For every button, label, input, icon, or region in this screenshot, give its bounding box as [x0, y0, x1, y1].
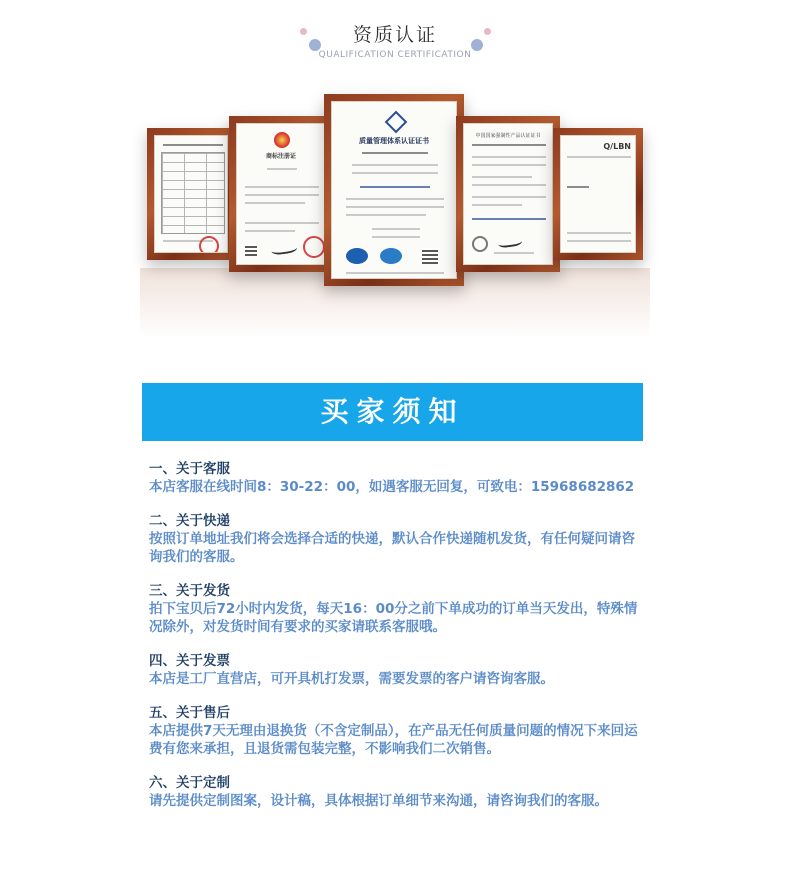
buyer-notice-title: 买家须知 [320, 395, 465, 428]
qualification-subtitle: QUALIFICATION CERTIFICATION [318, 50, 472, 60]
notice-section-customer-service [149, 461, 639, 496]
cnas-badge-icon [380, 248, 402, 264]
section-body: 本店客服在线时间8：30-22：00，如遇客服无回复，可致电：15968682862 [149, 479, 635, 495]
certification-logo-icon [385, 111, 408, 134]
red-seal-icon [303, 236, 325, 258]
notice-section-customization [149, 775, 639, 810]
qualification-header [0, 0, 790, 80]
certificate-paper [236, 123, 326, 265]
certificate-paper [560, 135, 636, 253]
national-emblem-icon [274, 132, 290, 148]
ccc-mark-icon [472, 236, 488, 252]
qr-code-icon [422, 248, 438, 264]
section-body: 本店是工厂直营店，可开具机打发票，需要发票的客户请咨询客服。 [149, 671, 554, 687]
section-title: 五、关于售后 [149, 705, 230, 721]
signature-icon [270, 240, 297, 256]
certificate-frame-ccc [456, 116, 560, 272]
notice-section-express [149, 513, 639, 566]
section-body: 请先提供定制图案，设计稿，具体根据订单细节来沟通，请咨询我们的客服。 [149, 793, 608, 809]
section-title: 三、关于发货 [149, 583, 230, 599]
certificate-heading: 中国国家强制性产品认证证书 [475, 133, 541, 139]
qualification-title: 资质认证 [352, 24, 437, 46]
section-body: 本店提供7天无理由退换货（不含定制品），在产品无任何质量问题的情况下来回运费有您来承担，且退货需包装完整，不影响我们二次销售。 [149, 723, 638, 757]
section-body: 拍下宝贝后72小时内发货，每天16：00分之前下单成功的订单当天发出，特殊情况除外，对发货时间有要求的买家请联系客服哦。 [149, 601, 638, 635]
section-title: 二、关于快递 [149, 513, 230, 529]
certificate-paper [331, 101, 457, 279]
certificate-frame-far-left [147, 128, 235, 260]
qr-code-icon [245, 244, 257, 256]
section-title: 一、关于客服 [149, 461, 230, 477]
notice-section-after-sales [149, 705, 639, 758]
red-seal-icon [199, 236, 219, 253]
signature-icon [497, 234, 522, 248]
section-title: 四、关于发票 [149, 653, 230, 669]
buyer-notice-banner [142, 383, 643, 441]
certificate-frame-far-right [553, 128, 643, 260]
section-body: 按照订单地址我们将会选择合适的快递，默认合作快递随机发货，有任何疑问请咨询我们的客服。 [149, 531, 635, 565]
iaf-badge-icon [346, 248, 368, 264]
certificate-heading: 质量管理体系认证证书 [359, 137, 429, 145]
notice-section-shipping [149, 583, 639, 636]
certificate-frame-quality [324, 94, 464, 286]
certificate-paper [154, 135, 228, 253]
certificate-paper [463, 123, 553, 265]
certificate-heading: Q/LBN [603, 142, 631, 151]
certificate-heading: 商标注册证 [265, 153, 296, 160]
notice-section-invoice [149, 653, 639, 688]
buyer-notice-list [149, 461, 639, 827]
certificate-table [161, 152, 225, 234]
certificate-frame-trademark [229, 116, 333, 272]
section-title: 六、关于定制 [149, 775, 230, 791]
